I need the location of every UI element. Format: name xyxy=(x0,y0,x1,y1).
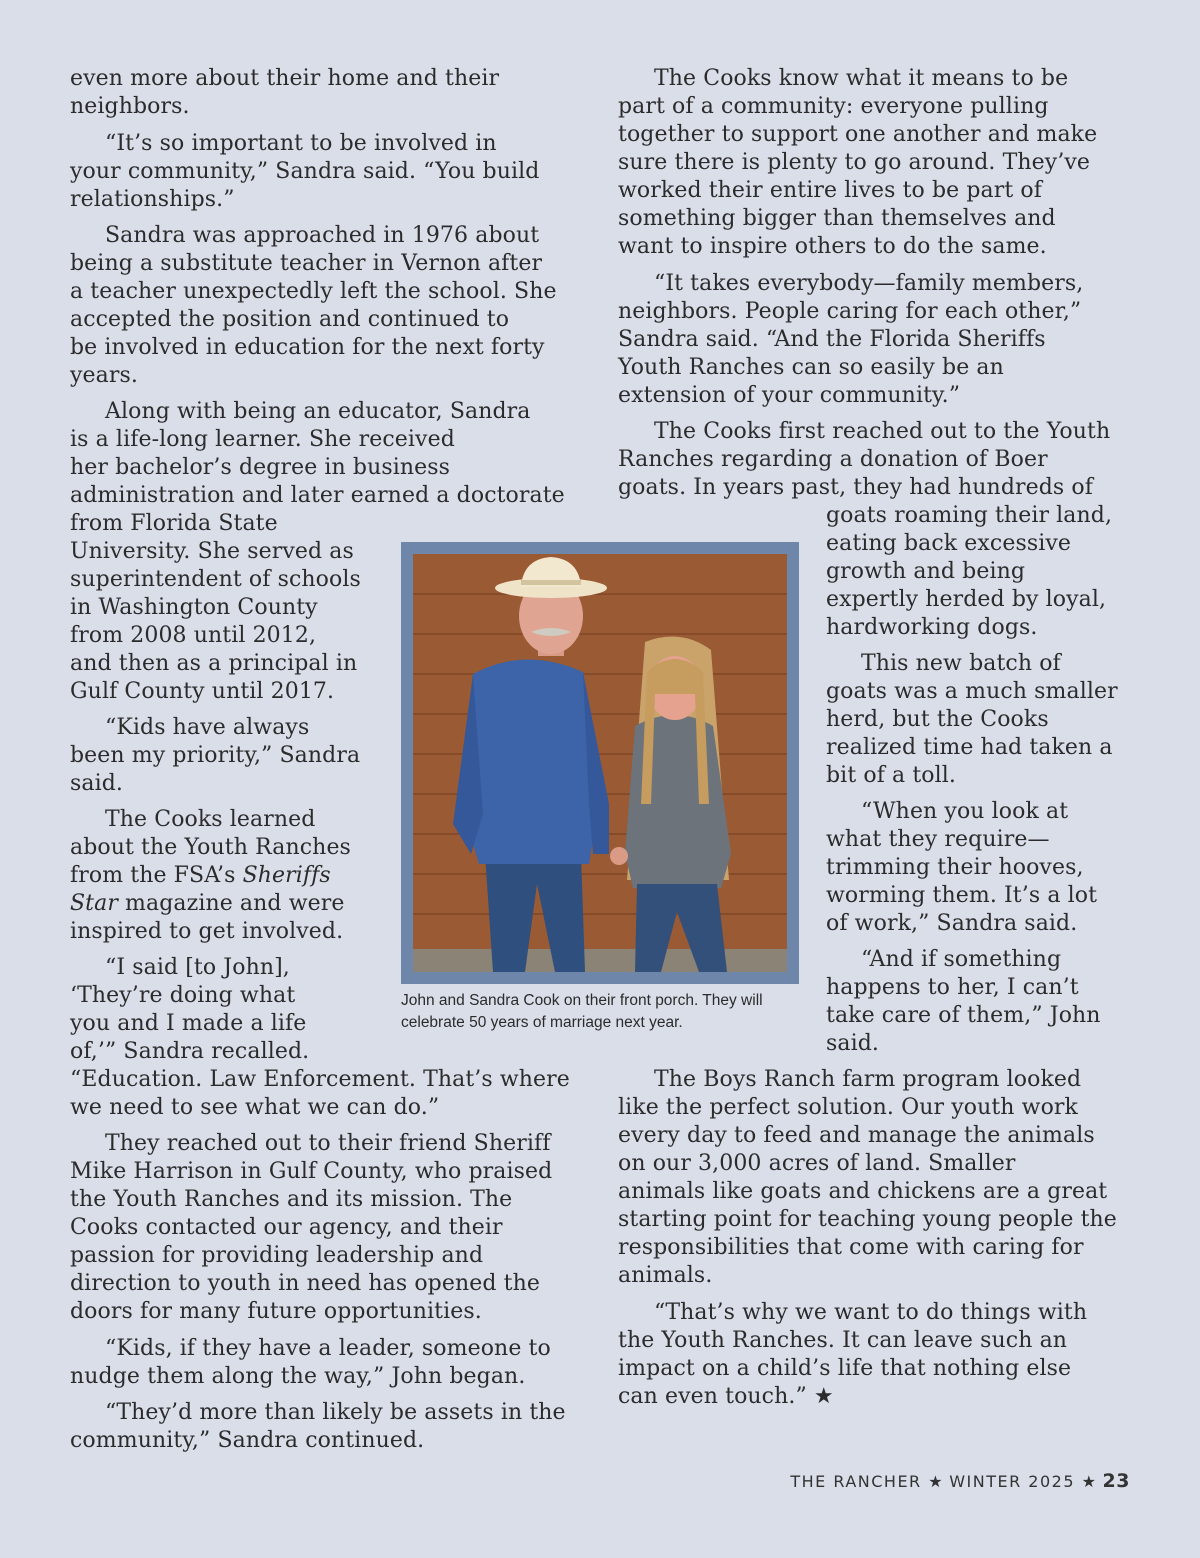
text-line: “It takes everybody—family members, xyxy=(654,271,1084,296)
text-line: “Kids have always xyxy=(105,715,310,740)
text-line: community,” Sandra continued. xyxy=(70,1428,425,1453)
text-line: The Cooks learned xyxy=(105,807,316,832)
text-line: goats roaming their land, xyxy=(826,503,1113,528)
text-line: “I said [to John], xyxy=(105,955,290,980)
text-line: a teacher unexpectedly left the school. She xyxy=(70,279,557,304)
text-line: the Youth Ranches and its mission. The xyxy=(70,1187,513,1212)
text-line: worming them. It’s a lot xyxy=(826,883,1098,908)
text-line: “And if something xyxy=(861,947,1062,972)
text-line: of,’” Sandra recalled. xyxy=(70,1039,310,1064)
text-line: Gulf County until 2017. xyxy=(70,679,335,704)
text-line: inspired to get involved. xyxy=(70,919,344,944)
text-line: extension of your community.” xyxy=(618,383,961,408)
text-line: worked their entire lives to be part of xyxy=(618,178,1043,203)
text-line: doors for many future opportunities. xyxy=(70,1299,482,1324)
text-line: eating back excessive xyxy=(826,531,1072,556)
text-line: Ranches regarding a donation of Boer xyxy=(618,447,1048,472)
text-line: nudge them along the way,” John began. xyxy=(70,1364,526,1389)
text-line: starting point for teaching young people the xyxy=(618,1207,1117,1232)
page-number: 23 xyxy=(1102,1470,1130,1492)
text-line: part of a community: everyone pulling xyxy=(618,94,1049,119)
text-line: her bachelor’s degree in business xyxy=(70,455,451,480)
caption-line: celebrate 50 years of marriage next year. xyxy=(401,1014,683,1031)
text-line: They reached out to their friend Sheriff xyxy=(105,1131,551,1156)
text-line: “It’s so important to be involved in xyxy=(105,131,497,156)
text-line: take care of them,” John xyxy=(826,1003,1101,1028)
text-line: relationships.” xyxy=(70,187,235,212)
text-line: realized time had taken a xyxy=(826,735,1113,760)
text-line: “Kids, if they have a leader, someone to xyxy=(105,1336,551,1361)
text-line: direction to youth in need has opened the xyxy=(70,1271,540,1296)
photo-caption xyxy=(401,990,801,1034)
text-line: we need to see what we can do.” xyxy=(70,1095,440,1120)
star-icon: ★ xyxy=(928,1472,943,1491)
text-line: “Education. Law Enforcement. That’s where xyxy=(70,1067,570,1092)
text-line: animals. xyxy=(618,1263,713,1288)
text-line: bit of a toll. xyxy=(826,763,956,788)
text-line: animals like goats and chickens are a great xyxy=(618,1179,1108,1204)
text-line: happens to her, I can’t xyxy=(826,975,1079,1000)
photo-frame xyxy=(401,542,799,984)
star-icon: ★ xyxy=(1081,1472,1096,1491)
text-line: Youth Ranches can so easily be an xyxy=(618,355,1004,380)
publication-name: THE RANCHER xyxy=(790,1472,922,1491)
text-line: The Cooks know what it means to be xyxy=(654,66,1069,91)
issue-date: WINTER 2025 xyxy=(949,1472,1076,1491)
text-line: from Florida State xyxy=(70,511,278,536)
text-line: neighbors. People caring for each other,” xyxy=(618,299,1082,324)
text-line: together to support one another and make xyxy=(618,122,1098,147)
text-line: responsibilities that come with caring for xyxy=(618,1235,1084,1260)
text-line: said. xyxy=(826,1031,880,1056)
text-line: what they require— xyxy=(826,827,1050,852)
text-line: is a life-long learner. She received xyxy=(70,427,455,452)
magazine-title: Sheriffs xyxy=(242,863,331,888)
text-line xyxy=(70,862,331,890)
text-line: even more about their home and their xyxy=(70,66,500,91)
text-segment: magazine and were xyxy=(125,891,345,916)
text-line: neighbors. xyxy=(70,94,190,119)
text-line: Mike Harrison in Gulf County, who praised xyxy=(70,1159,553,1184)
text-line: the Youth Ranches. It can leave such an xyxy=(618,1328,1068,1353)
text-line: you and I made a life xyxy=(70,1011,307,1036)
text-line: “They’d more than likely be assets in the xyxy=(105,1400,566,1425)
text-line: expertly herded by loyal, xyxy=(826,587,1107,612)
text-line: want to inspire others to do the same. xyxy=(618,234,1047,259)
text-line: every day to feed and manage the animals xyxy=(618,1123,1095,1148)
text-line: Cooks contacted our agency, and their xyxy=(70,1215,503,1240)
caption-line: John and Sandra Cook on their front porch. They will xyxy=(401,992,763,1009)
text-line: years. xyxy=(70,363,138,388)
couple-photo xyxy=(413,554,787,972)
text-line: herd, but the Cooks xyxy=(826,707,1049,732)
text-line: be involved in education for the next forty xyxy=(70,335,545,360)
text-line: from 2008 until 2012, xyxy=(70,623,317,648)
text-line: been my priority,” Sandra xyxy=(70,743,361,768)
text-line: about the Youth Ranches xyxy=(70,835,351,860)
text-line: can even touch.” ★ xyxy=(618,1384,834,1409)
text-line: said. xyxy=(70,771,124,796)
text-line: being a substitute teacher in Vernon after xyxy=(70,251,543,276)
text-line: This new batch of xyxy=(861,651,1061,676)
text-line: superintendent of schools xyxy=(70,567,361,592)
text-line: like the perfect solution. Our youth work xyxy=(618,1095,1078,1120)
text-line: on our 3,000 acres of land. Smaller xyxy=(618,1151,1016,1176)
text-line: University. She served as xyxy=(70,539,354,564)
magazine-title: Star xyxy=(70,891,118,916)
page-footer xyxy=(790,1470,1130,1492)
text-line: ‘They’re doing what xyxy=(70,983,296,1008)
text-line: your community,” Sandra said. “You build xyxy=(70,159,540,184)
text-line: The Boys Ranch farm program looked xyxy=(654,1067,1082,1092)
text-line: of work,” Sandra said. xyxy=(826,911,1078,936)
text-line: hardworking dogs. xyxy=(826,615,1038,640)
text-line: The Cooks first reached out to the Youth xyxy=(654,419,1111,444)
text-line: something bigger than themselves and xyxy=(618,206,1056,231)
text-line xyxy=(70,890,344,918)
text-segment: from the FSA’s xyxy=(70,863,243,888)
text-line: “When you look at xyxy=(861,799,1069,824)
text-line: Along with being an educator, Sandra xyxy=(105,399,531,424)
text-line: goats. In years past, they had hundreds of xyxy=(618,475,1093,500)
text-line: accepted the position and continued to xyxy=(70,307,510,332)
text-line: impact on a child’s life that nothing else xyxy=(618,1356,1072,1381)
text-line: growth and being xyxy=(826,559,1026,584)
text-line: Sandra was approached in 1976 about xyxy=(105,223,540,248)
text-line: administration and later earned a doctorate xyxy=(70,483,565,508)
text-line: in Washington County xyxy=(70,595,318,620)
text-line: trimming their hooves, xyxy=(826,855,1084,880)
text-line: and then as a principal in xyxy=(70,651,358,676)
text-line: passion for providing leadership and xyxy=(70,1243,484,1268)
text-line: sure there is plenty to go around. They’ve xyxy=(618,150,1091,175)
text-line: Sandra said. “And the Florida Sheriffs xyxy=(618,327,1046,352)
text-line: “That’s why we want to do things with xyxy=(654,1300,1088,1325)
text-line: goats was a much smaller xyxy=(826,679,1118,704)
